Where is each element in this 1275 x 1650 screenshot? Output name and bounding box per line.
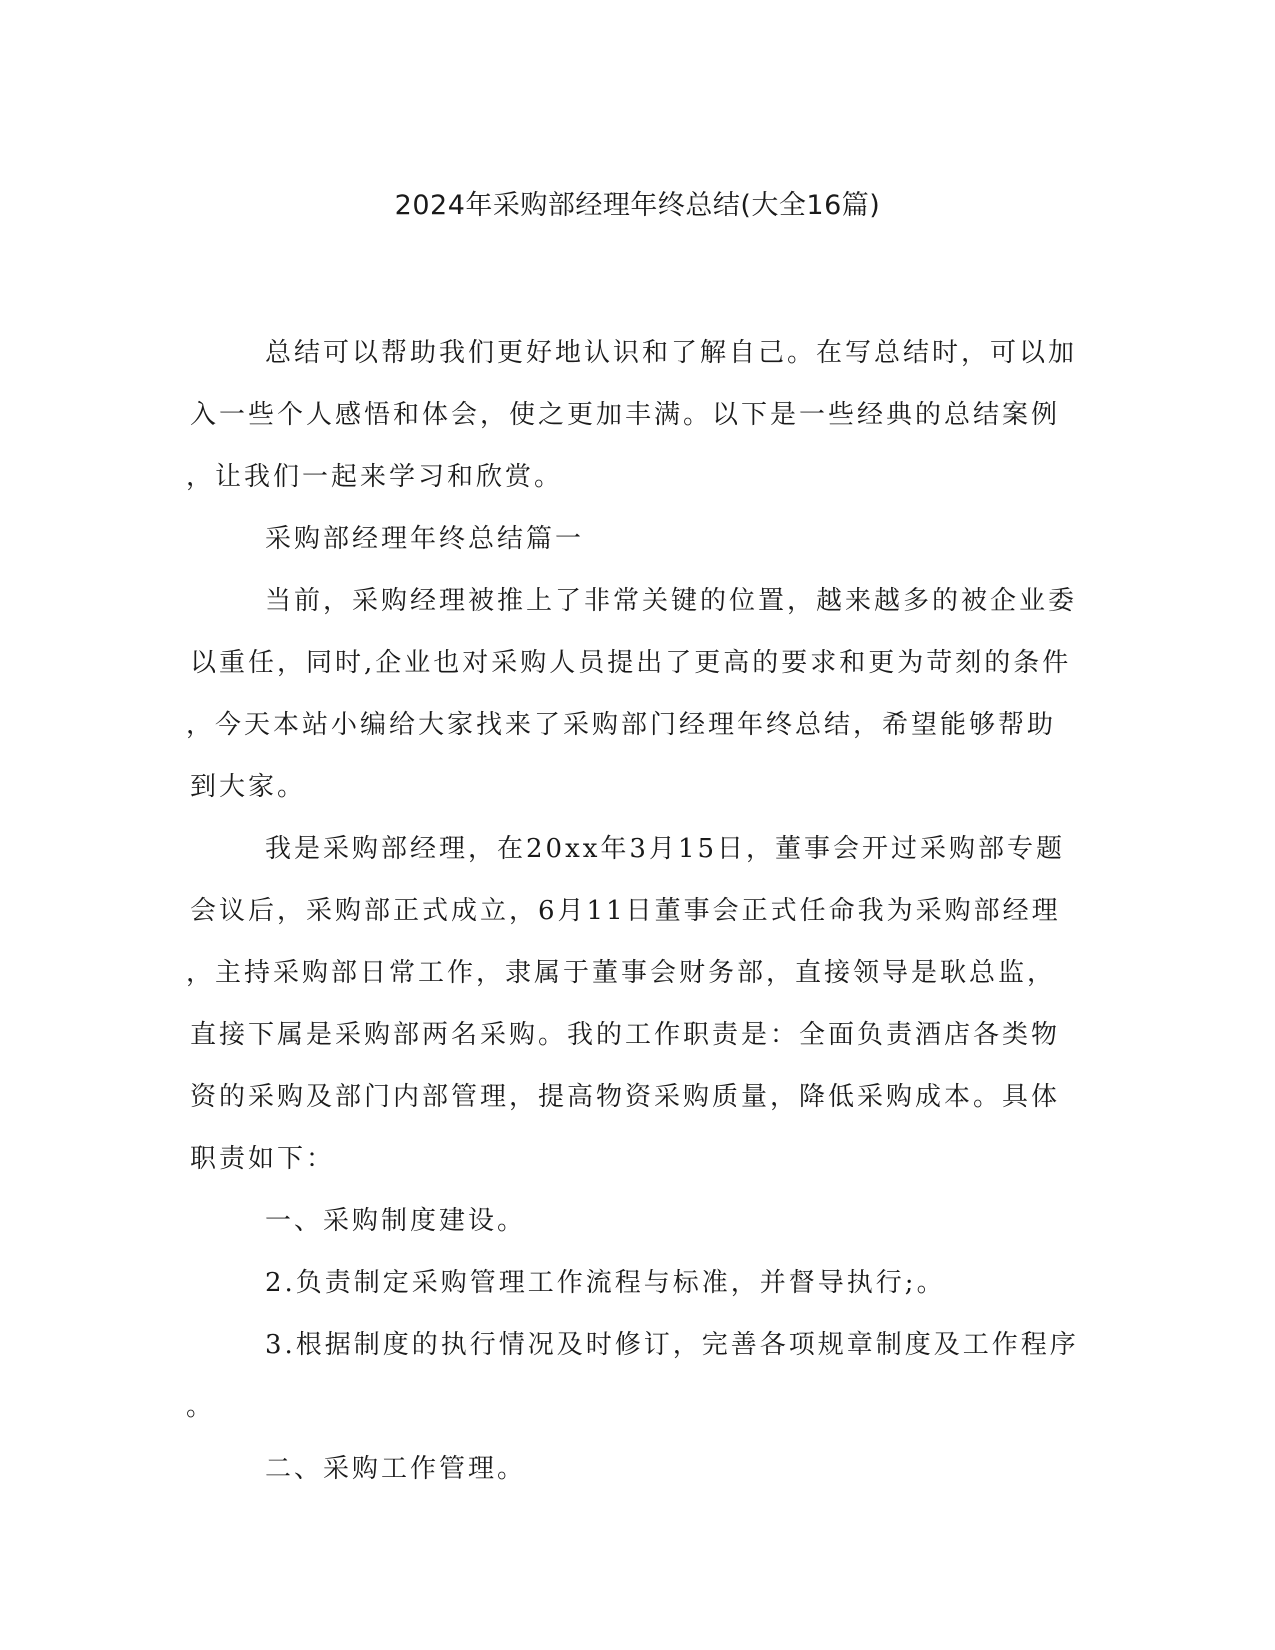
text-line: 直接下属是采购部两名采购。我的工作职责是：全面负责酒店各类物	[190, 1020, 1061, 1050]
text-line: 3.根据制度的执行情况及时修订，完善各项规章制度及工作程序	[265, 1330, 1079, 1360]
text-line: 二、采购工作管理。	[265, 1454, 527, 1484]
text-line: 职责如下：	[190, 1144, 336, 1174]
text-line: 会议后，采购部正式成立，6月11日董事会正式任命我为采购部经理	[190, 896, 1061, 926]
document-title: 2024年采购部经理年终总结(大全16篇)	[394, 190, 881, 221]
text-line: ，今天本站小编给大家找来了采购部门经理年终总结，希望能够帮助	[186, 710, 1057, 740]
text-line: 入一些个人感悟和体会，使之更加丰满。以下是一些经典的总结案例	[190, 400, 1061, 430]
list-heading-one	[190, 1190, 1090, 1252]
paragraph-intro	[186, 322, 1090, 508]
paragraph-background	[186, 570, 1090, 818]
text-line: 采购部经理年终总结篇一	[265, 524, 585, 554]
list-item-2	[190, 1252, 1090, 1314]
paragraph-role	[186, 818, 1090, 1190]
text-line: 一、采购制度建设。	[265, 1206, 527, 1236]
text-line: 到大家。	[190, 772, 307, 802]
document-body	[186, 322, 1090, 1500]
text-line: 资的采购及部门内部管理，提高物资采购质量，降低采购成本。具体	[190, 1082, 1061, 1112]
text-line: 。	[186, 1392, 216, 1422]
section-heading-article-one	[190, 508, 1090, 570]
text-line: ，主持采购部日常工作，隶属于董事会财务部，直接领导是耿总监，	[186, 958, 1057, 988]
text-line: 以重任，同时,企业也对采购人员提出了更高的要求和更为苛刻的条件	[190, 648, 1072, 678]
list-item-3	[186, 1314, 1090, 1438]
text-line: 当前，采购经理被推上了非常关键的位置，越来越多的被企业委	[265, 586, 1078, 616]
list-heading-two	[190, 1438, 1090, 1500]
text-line: 我是采购部经理，在20xx年3月15日，董事会开过采购部专题	[265, 834, 1066, 864]
text-line: 总结可以帮助我们更好地认识和了解自己。在写总结时，可以加	[265, 338, 1078, 368]
text-line: 2.负责制定采购管理工作流程与标准，并督导执行;。	[265, 1268, 946, 1298]
text-line: ，让我们一起来学习和欣赏。	[186, 462, 564, 492]
